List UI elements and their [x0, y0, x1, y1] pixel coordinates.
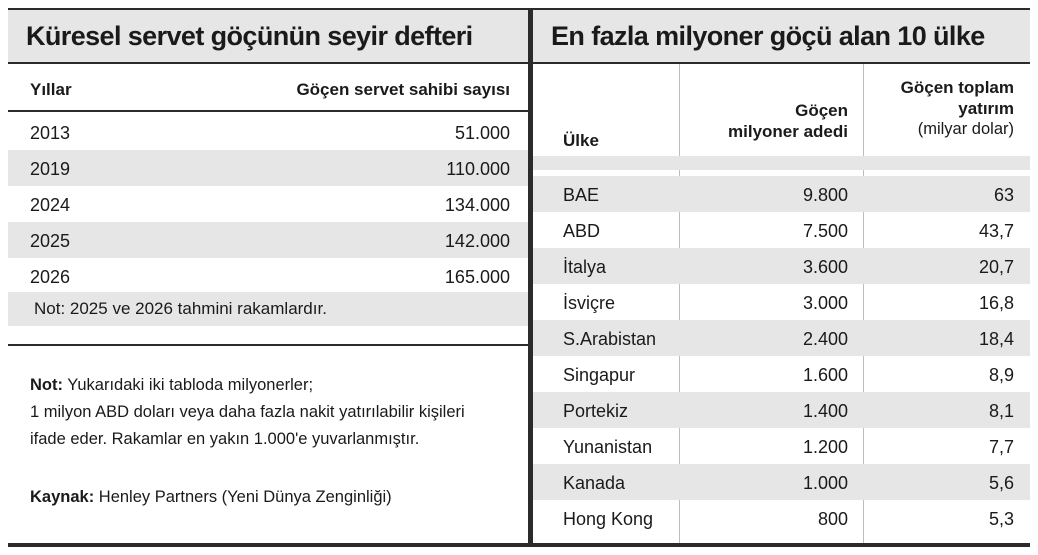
table-row — [533, 212, 1030, 248]
table-row — [8, 186, 528, 222]
footnote: Not: 2025 ve 2026 tahmini rakamlardır. — [34, 299, 327, 318]
row-migrants: 800 — [817, 509, 848, 529]
row-investment: 63 — [993, 185, 1014, 205]
table-row — [8, 222, 528, 258]
row-year: 2024 — [30, 195, 71, 215]
table-row — [533, 500, 1030, 536]
header-investment-line1: Göçen toplam — [900, 78, 1014, 97]
right-panel-title: En fazla milyoner göçü alan 10 ülke — [533, 10, 1030, 64]
infographic-frame — [8, 8, 1030, 547]
row-investment: 20,7 — [978, 257, 1014, 277]
header-migrants-line2: milyoner adedi — [728, 122, 848, 141]
row-country: BAE — [563, 185, 600, 205]
left-panel-title: Küresel servet göçünün seyir defteri — [8, 10, 528, 64]
row-country: Singapur — [563, 365, 636, 385]
header-migrants-line1: Göçen — [795, 101, 848, 120]
header-years: Yıllar — [30, 80, 72, 99]
row-year: 2026 — [30, 267, 71, 287]
row-migrants: 2.400 — [802, 329, 848, 349]
row-country: Kanada — [563, 473, 626, 493]
section-divider — [8, 344, 528, 346]
row-count: 110.000 — [446, 159, 510, 179]
row-country: S.Arabistan — [563, 329, 657, 349]
row-investment: 16,8 — [978, 293, 1014, 313]
row-country: Hong Kong — [563, 509, 654, 529]
header-investment-unit: (milyar dolar) — [917, 120, 1014, 138]
row-count: 51.000 — [454, 123, 510, 143]
row-investment: 5,6 — [988, 473, 1014, 493]
row-year: 2019 — [30, 159, 71, 179]
row-migrants: 1.200 — [802, 437, 848, 457]
header-investment-line2: yatırım — [958, 99, 1014, 118]
row-country: ABD — [563, 221, 601, 241]
row-migrants: 1.600 — [802, 365, 848, 385]
table-row — [8, 258, 528, 294]
header-investment — [901, 77, 1014, 140]
header-country: Ülke — [563, 131, 599, 150]
note-block — [30, 372, 510, 453]
row-investment: 8,1 — [988, 401, 1014, 421]
source-block — [30, 484, 510, 511]
table-row — [533, 284, 1030, 320]
row-country: Yunanistan — [563, 437, 653, 457]
footnote-row — [8, 292, 528, 326]
row-country: Portekiz — [563, 401, 629, 421]
note-line2: 1 milyon ABD doları veya daha fazla nakit yatırılabilir kişileri — [30, 403, 465, 421]
row-investment: 18,4 — [978, 329, 1014, 349]
row-migrants: 9.800 — [802, 185, 848, 205]
row-investment: 5,3 — [988, 509, 1014, 529]
table-row — [533, 464, 1030, 500]
row-year: 2025 — [30, 231, 71, 251]
table-row — [533, 320, 1030, 356]
table-row — [8, 150, 528, 186]
row-migrants: 1.000 — [802, 473, 848, 493]
source-text: Henley Partners (Yeni Dünya Zenginliği) — [94, 488, 392, 506]
note-label: Not: — [30, 376, 63, 394]
note-line1: Yukarıdaki iki tabloda milyonerler; — [62, 376, 314, 394]
header-spacer — [533, 156, 1030, 170]
top10-panel — [533, 10, 1030, 543]
row-migrants: 3.600 — [802, 257, 848, 277]
table-row — [533, 356, 1030, 392]
table-row — [8, 114, 528, 150]
row-count: 165.000 — [444, 267, 510, 287]
row-migrants: 1.400 — [802, 401, 848, 421]
note-line3: ifade eder. Rakamlar en yakın 1.000'e yuvarlanmıştır. — [30, 430, 420, 448]
source-label: Kaynak: — [30, 488, 95, 506]
table-row — [533, 248, 1030, 284]
table-row — [533, 392, 1030, 428]
row-migrants: 7.500 — [802, 221, 848, 241]
table-row — [533, 428, 1030, 464]
row-investment: 43,7 — [978, 221, 1014, 241]
row-investment: 7,7 — [988, 437, 1014, 457]
row-count: 142.000 — [444, 231, 510, 251]
left-table-header — [8, 68, 528, 112]
row-migrants: 3.000 — [802, 293, 848, 313]
row-year: 2013 — [30, 123, 71, 143]
row-count: 134.000 — [444, 195, 510, 215]
header-migrants — [728, 100, 848, 142]
row-country: İsviçre — [563, 293, 616, 313]
row-country: İtalya — [563, 257, 607, 277]
wealth-migration-panel — [8, 10, 528, 543]
table-row — [533, 176, 1030, 212]
header-count: Göçen servet sahibi sayısı — [296, 80, 510, 99]
row-investment: 8,9 — [988, 365, 1014, 385]
